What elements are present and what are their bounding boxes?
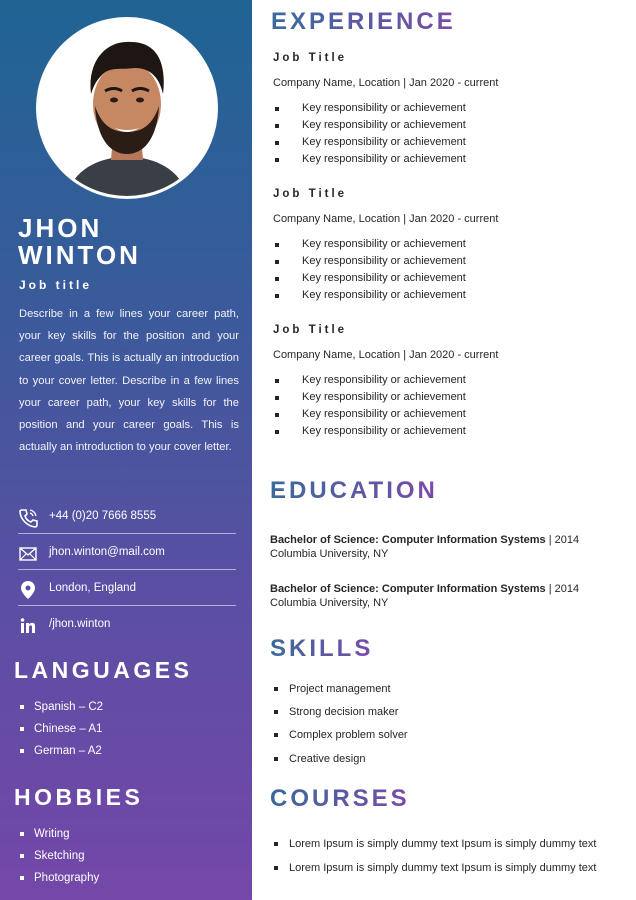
contact-location bbox=[18, 576, 236, 612]
experience-bullet: Key responsibility or achievement bbox=[273, 100, 466, 117]
education-entry bbox=[270, 582, 579, 610]
experience-company: Company Name, Location | Jan 2020 - current bbox=[273, 213, 499, 225]
profile-summary: Describe in a few lines your career path, your key skills for the position and your career goals. This is actually an introduction to your cover letter. Describe in a few lines your career path, your key skills for the position and your career goals. This is actually an introduction to your cover letter. bbox=[19, 308, 239, 454]
experience-job-title: Job Title bbox=[273, 52, 348, 64]
skill-item: Strong decision maker bbox=[273, 701, 408, 724]
experience-job-title: Job Title bbox=[273, 188, 348, 200]
skill-item: Creative design bbox=[273, 748, 408, 771]
education-heading: EDUCATION bbox=[270, 477, 438, 504]
full-name bbox=[18, 215, 248, 269]
experience-bullet: Key responsibility or achievement bbox=[273, 253, 466, 270]
hobby-item: Writing bbox=[18, 823, 99, 845]
contact-phone bbox=[18, 504, 236, 540]
experience-bullet: Key responsibility or achievement bbox=[273, 270, 466, 287]
experience-company: Company Name, Location | Jan 2020 - current bbox=[273, 77, 499, 89]
courses-heading: COURSES bbox=[270, 785, 410, 812]
experience-bullet: Key responsibility or achievement bbox=[273, 236, 466, 253]
education-school: Columbia University, NY bbox=[270, 548, 389, 560]
linkedin-text[interactable]: /jhon.winton bbox=[49, 618, 111, 630]
hobbies-list bbox=[18, 823, 99, 889]
experience-bullet: Key responsibility or achievement bbox=[273, 151, 466, 168]
experience-bullets bbox=[273, 372, 466, 440]
hobby-item: Sketching bbox=[18, 845, 99, 867]
education-degree: Bachelor of Science: Computer Information Systems bbox=[270, 583, 546, 595]
experience-bullet: Key responsibility or achievement bbox=[273, 406, 466, 423]
envelope-icon bbox=[18, 544, 38, 564]
contact-divider bbox=[18, 569, 236, 570]
experience-bullet: Key responsibility or achievement bbox=[273, 423, 466, 440]
skill-item: Project management bbox=[273, 678, 408, 701]
profile-job-title: Job title bbox=[19, 278, 93, 292]
skill-item: Complex problem solver bbox=[273, 724, 408, 747]
contact-divider bbox=[18, 605, 236, 606]
experience-company: Company Name, Location | Jan 2020 - current bbox=[273, 349, 499, 361]
linkedin-icon bbox=[18, 616, 38, 636]
phone-text[interactable]: +44 (0)20 7666 8555 bbox=[49, 510, 157, 522]
first-name: JHON bbox=[18, 213, 103, 243]
experience-bullet: Key responsibility or achievement bbox=[273, 389, 466, 406]
language-item: German – A2 bbox=[18, 740, 103, 762]
hobby-item: Photography bbox=[18, 867, 99, 889]
experience-heading: EXPERIENCE bbox=[271, 8, 456, 35]
last-name: WINTON bbox=[18, 240, 141, 270]
languages-heading: LANGUAGES bbox=[14, 657, 193, 683]
location-text: London, England bbox=[49, 582, 136, 594]
course-item: Lorem Ipsum is simply dummy text Ipsum is simply dummy text bbox=[273, 857, 596, 881]
phone-icon bbox=[18, 508, 38, 528]
languages-list bbox=[18, 696, 103, 762]
contact-divider bbox=[18, 533, 236, 534]
hobbies-heading: HOBBIES bbox=[14, 784, 144, 810]
experience-bullet: Key responsibility or achievement bbox=[273, 134, 466, 151]
experience-bullets bbox=[273, 236, 466, 304]
language-item: Spanish – C2 bbox=[18, 696, 103, 718]
education-degree: Bachelor of Science: Computer Information Systems bbox=[270, 534, 546, 546]
contact-email bbox=[18, 540, 236, 576]
skills-list bbox=[273, 678, 408, 771]
education-year: | 2014 bbox=[545, 583, 580, 595]
courses-list bbox=[273, 833, 596, 880]
education-entry bbox=[270, 533, 579, 561]
contact-linkedin bbox=[18, 612, 236, 648]
sidebar bbox=[0, 0, 252, 900]
education-school: Columbia University, NY bbox=[270, 597, 389, 609]
skills-heading: SKILLS bbox=[270, 635, 374, 662]
map-pin-icon bbox=[18, 580, 38, 600]
email-text[interactable]: jhon.winton@mail.com bbox=[49, 546, 165, 558]
education-year: | 2014 bbox=[545, 534, 580, 546]
language-item: Chinese – A1 bbox=[18, 718, 103, 740]
experience-bullet: Key responsibility or achievement bbox=[273, 287, 466, 304]
experience-bullet: Key responsibility or achievement bbox=[273, 117, 466, 134]
course-item: Lorem Ipsum is simply dummy text Ipsum is simply dummy text bbox=[273, 833, 596, 857]
experience-job-title: Job Title bbox=[273, 324, 348, 336]
profile-photo bbox=[36, 17, 218, 199]
experience-bullets bbox=[273, 100, 466, 168]
portrait-image bbox=[39, 20, 215, 196]
experience-bullet: Key responsibility or achievement bbox=[273, 372, 466, 389]
